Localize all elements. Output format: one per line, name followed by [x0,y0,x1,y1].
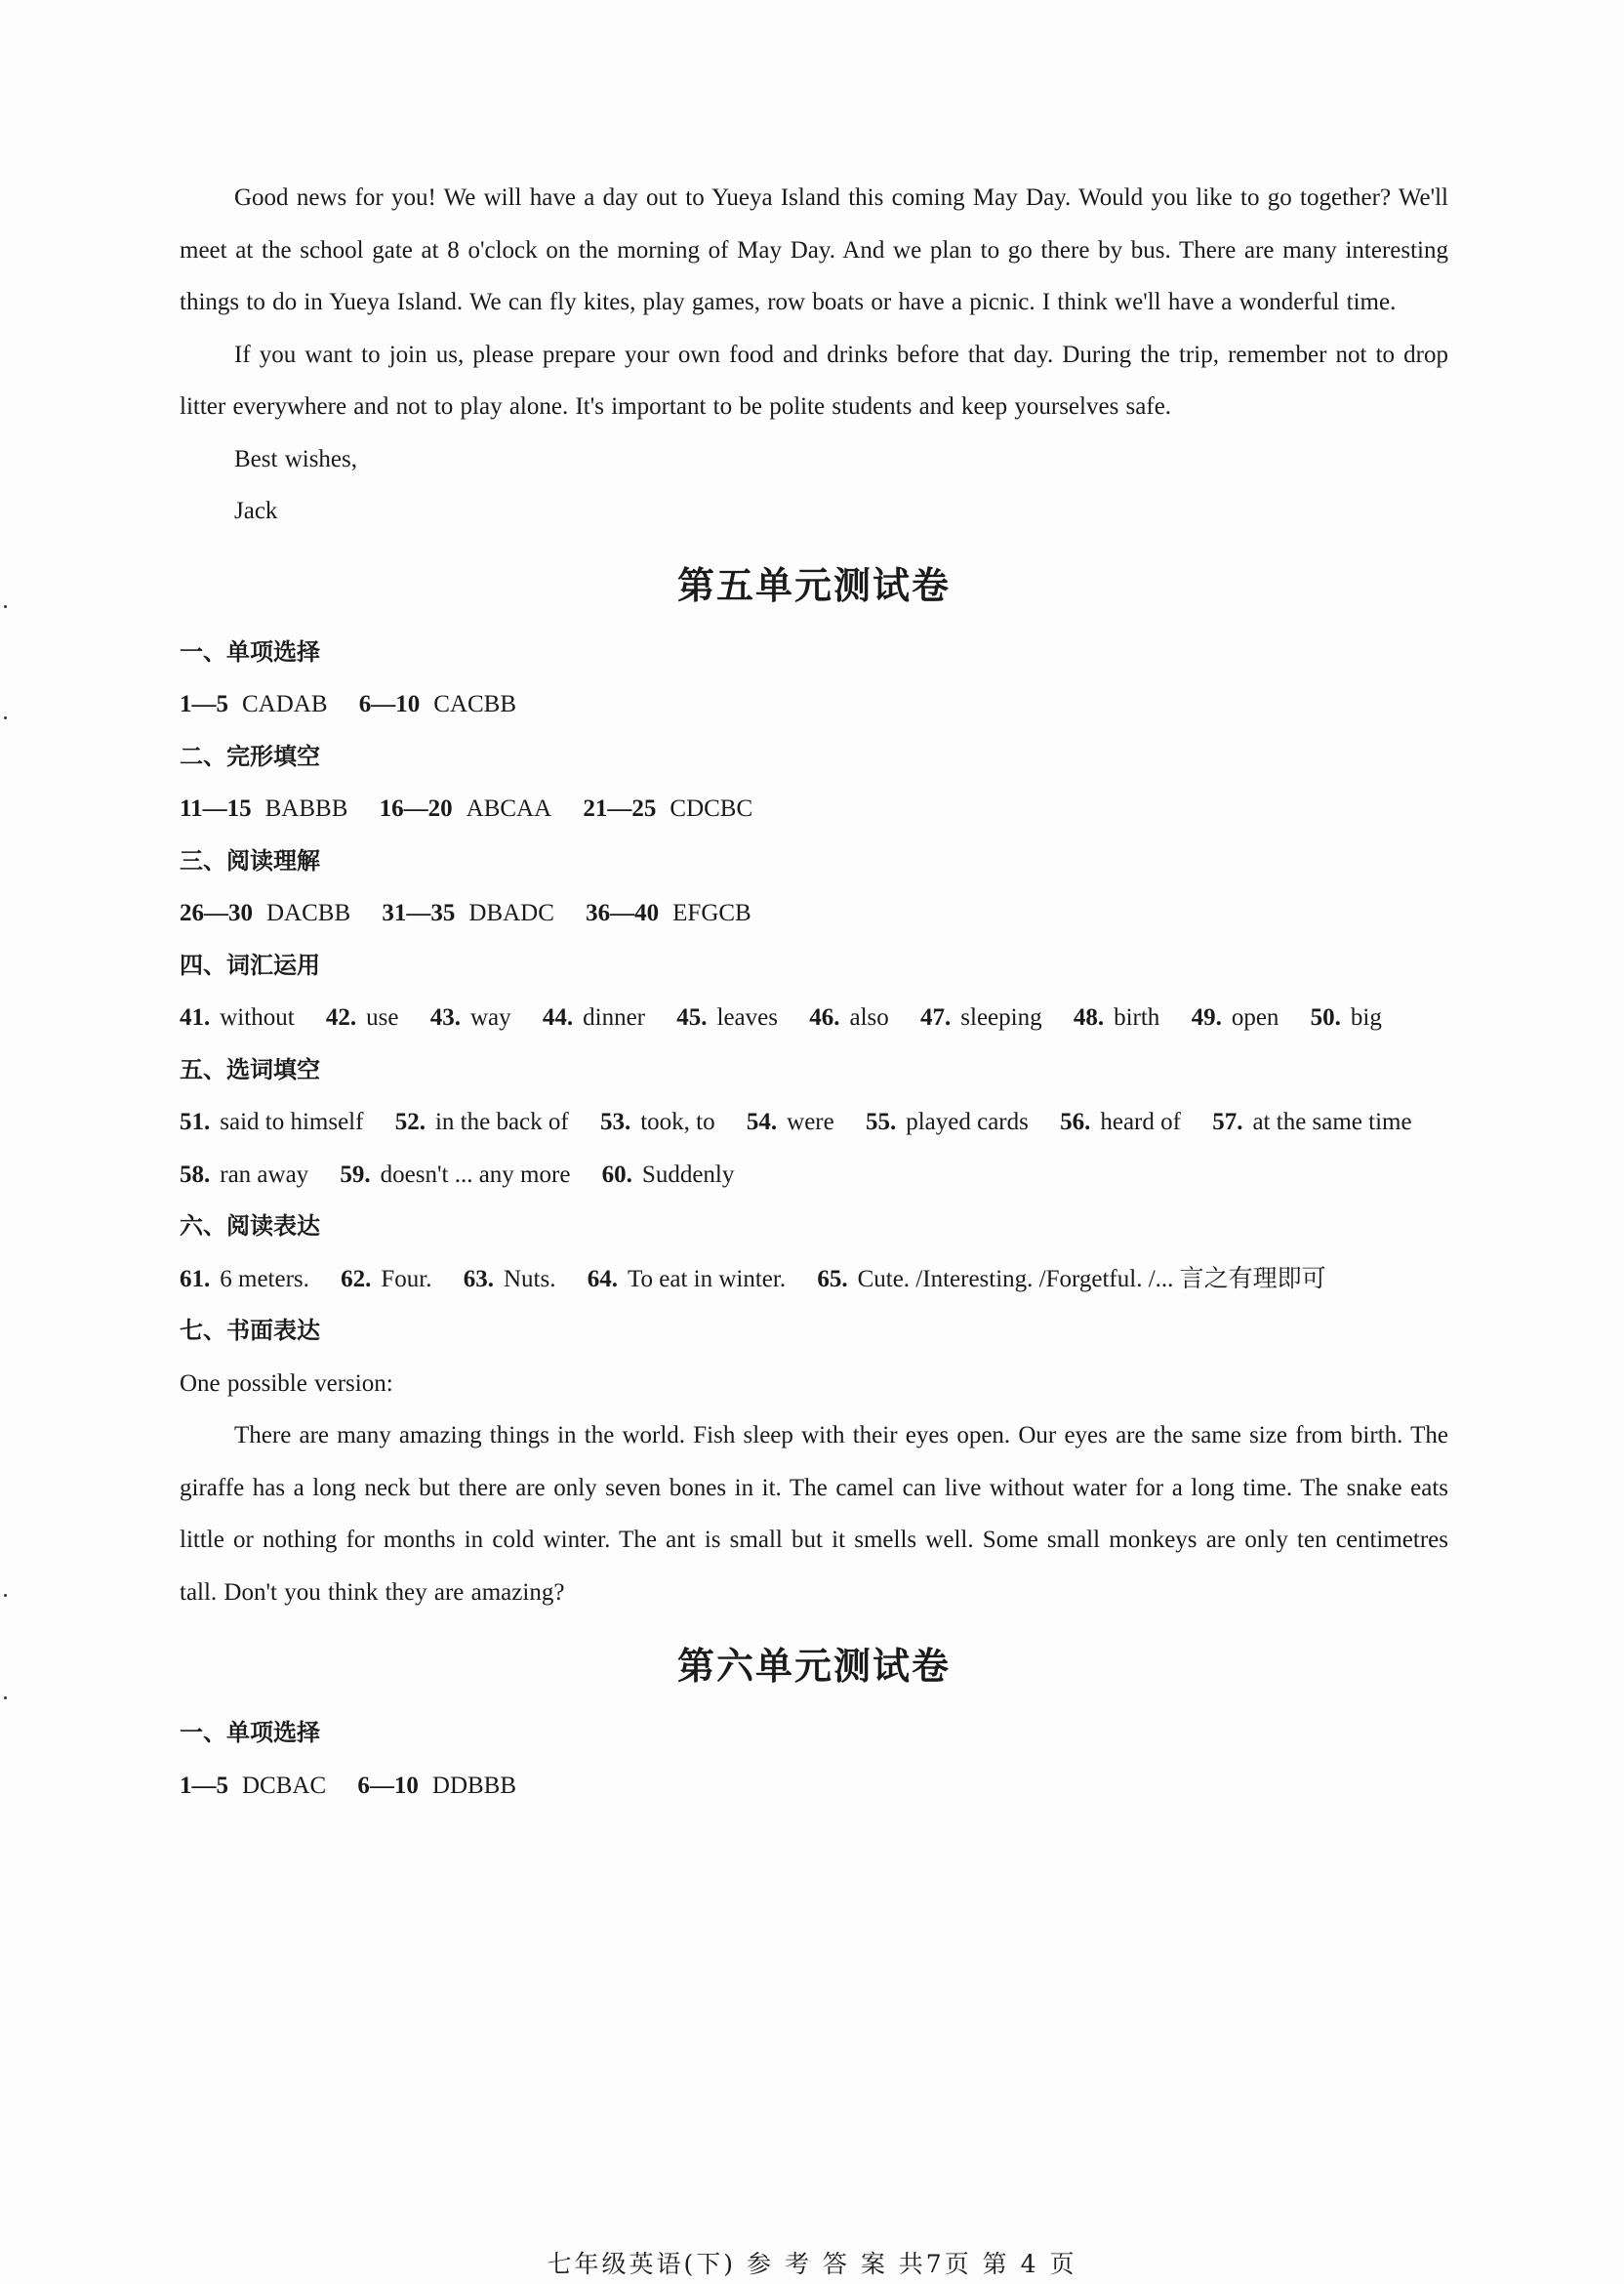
unit6-title: 第六单元测试卷 [676,1645,951,1688]
letter-signature: Jack [234,498,278,524]
unit5-s5-answers: 51. said to himself 52. in the back of 53. took, to 54. were 55. played cards 56. heard of 57. at the same time 58. ran away 59. doesn't ... any more 60. Suddenly [180,1109,1412,1188]
unit5-s5-heading: 五、选词填空 [180,1055,320,1083]
unit5-s6-answers: 61. 6 meters. 62. Four. 63. Nuts. 64. To eat in winter. 65. Cute. /Interesting. /Forgetful. /... 言之有理即可 [180,1265,1326,1292]
unit5-s1-heading: 一、单项选择 [180,637,320,666]
page-content [180,172,1448,1812]
scan-mark [4,1696,7,1699]
page-footer: 七年级英语(下) 参 考 答 案 共7页 第 4 页 [547,2250,1077,2278]
unit5-s6-heading: 六、阅读表达 [180,1212,320,1240]
unit5-s4-answers: 41. without 42. use 43. way 44. dinner 45. leaves 46. also 47. sleeping 48. birth 49. open 50. big [180,1004,1382,1031]
unit6-s1-heading: 一、单项选择 [180,1719,320,1746]
unit5-s2-answers: 11—15 BABBB 16—20 ABCAA 21—25 CDCBC [180,795,753,822]
unit5-s7-essay: There are many amazing things in the world. Fish sleep with their eyes open. Our eyes are the same size from birth. The giraffe has a long neck but there are only seven bones in it. The camel can live without water for a long time. The snake eats little or nothing for months in cold winter. The ant is small but it smells well. Some small monkeys are only ten centimetres tall. Don't you think they are amazing? [180,1422,1448,1606]
letter-closing: Best wishes, [234,445,357,472]
scan-mark [4,605,7,608]
unit5-title: 第五单元测试卷 [676,563,951,607]
scan-mark [4,1594,7,1597]
unit5-s2-heading: 二、完形填空 [180,742,320,770]
unit5-s7-heading: 七、书面表达 [180,1317,320,1344]
unit5-s3-answers: 26—30 DACBB 31—35 DBADC 36—40 EFGCB [180,900,751,926]
unit5-s4-heading: 四、词汇运用 [180,951,320,979]
unit6-s1-answers: 1—5 DCBAC 6—10 DDBBB [180,1772,517,1799]
unit5-s7-intro: One possible version: [180,1369,393,1397]
unit5-s3-heading: 三、阅读理解 [180,846,320,875]
letter-paragraph-2: If you want to join us, please prepare your own food and drinks before that day. During the trip, remember not to drop litter everywhere and not to play alone. It's important to be polite students and keep yourselves safe. [180,341,1448,420]
unit5-s1-answers: 1—5 CADAB 6—10 CACBB [180,691,517,717]
letter-paragraph-1: Good news for you! We will have a day out to Yueya Island this coming May Day. Would you like to go together? We'll meet at the school gate at 8 o'clock on the morning of May Day. And we plan to go there by bus. There are many interesting things to do in Yueya Island. We can fly kites, play games, row boats or have a picnic. I think we'll have a wonderful time. [180,184,1448,315]
scan-mark [4,716,7,719]
